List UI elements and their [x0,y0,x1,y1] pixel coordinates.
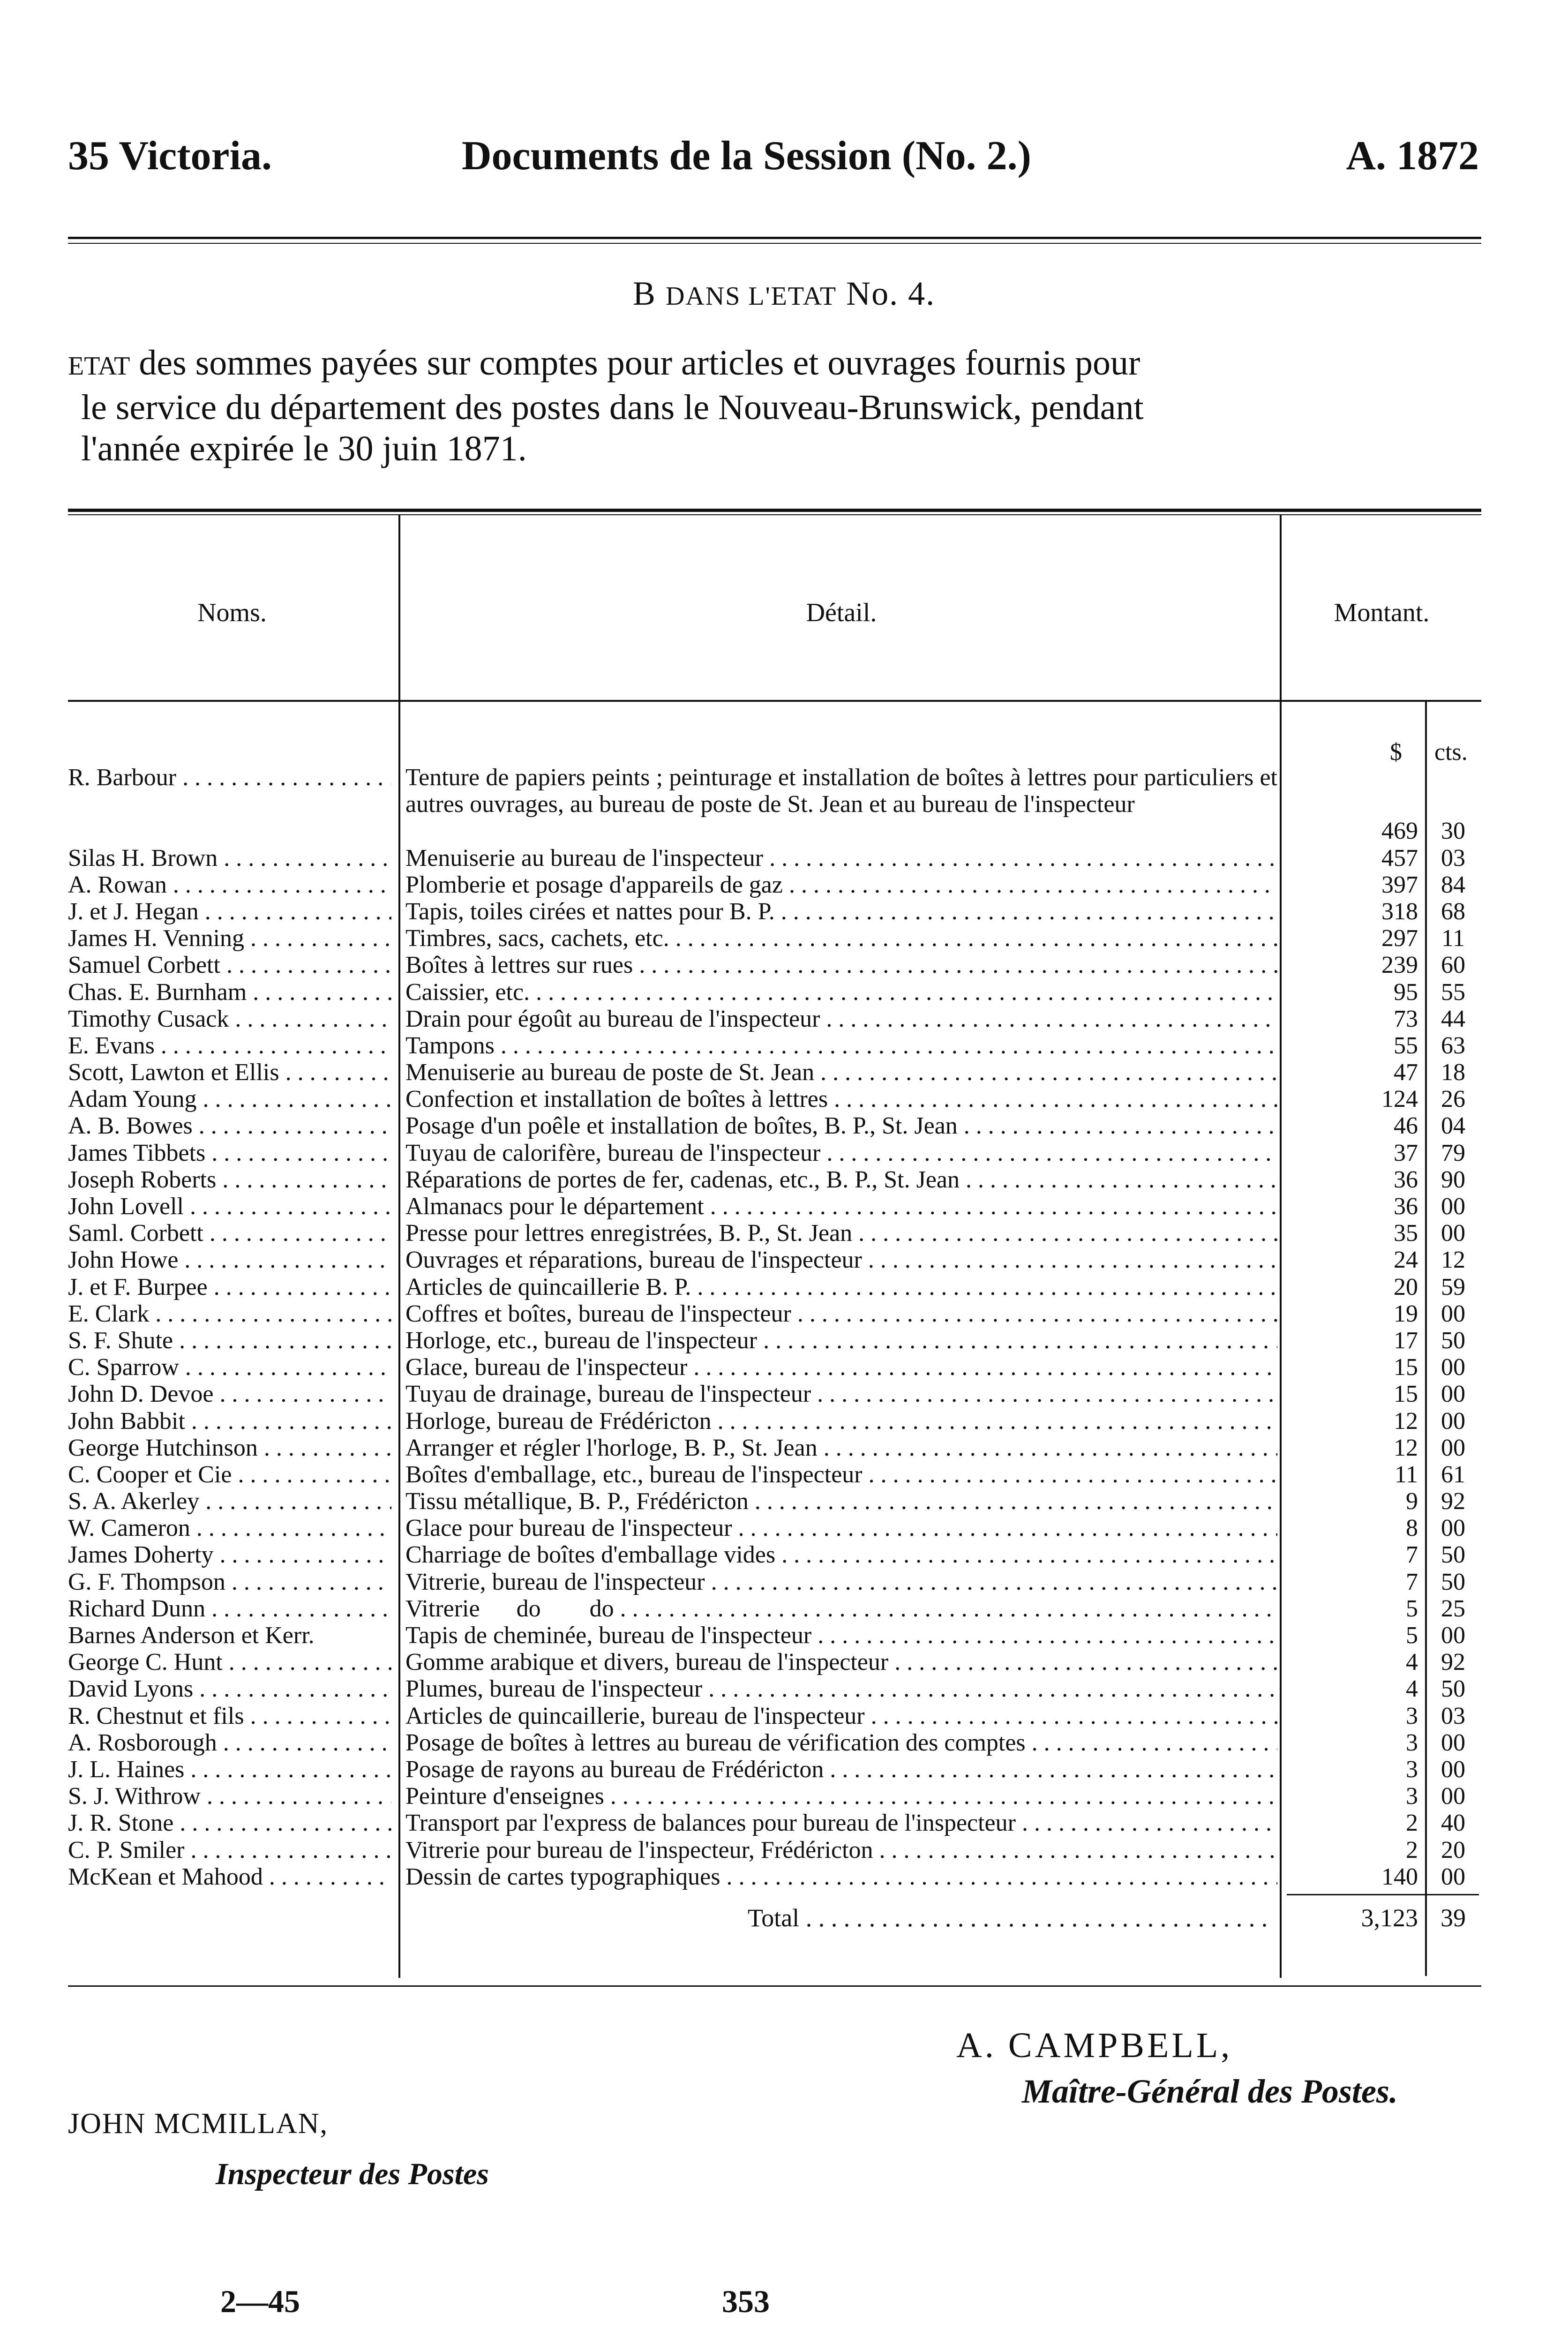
row-cents: 00 [1441,1756,1465,1783]
row-cents: 59 [1441,1273,1465,1300]
intro-line-3: l'année expirée le 30 juin 1871. [81,429,527,468]
row-cents: 68 [1441,898,1465,925]
row-dollars: 36 [1394,1166,1418,1193]
column-header-detail: Détail. [806,598,877,627]
row-cents: 00 [1441,1354,1465,1381]
table-row [68,1112,1481,1139]
row-detail: Tampons . . . [405,1032,1277,1059]
row-cents: 92 [1441,1649,1465,1676]
row-cents: 00 [1441,1220,1465,1247]
row-dollars: 12 [1394,1434,1418,1461]
row-name: James Doherty . . . [68,1541,391,1568]
row-detail: Vitrerie do do . . . [405,1595,1277,1622]
row-detail: Horloge, bureau de Frédéricton . . . [405,1408,1277,1435]
row-detail: Boîtes d'emballage, etc., bureau de l'inspecteur . . . [405,1461,1277,1488]
row-detail: Tuyau de calorifère, bureau de l'inspecteur . . . [405,1140,1277,1166]
table-body [68,764,1481,1890]
row-cents: 50 [1441,1675,1465,1703]
row-cents: 00 [1441,1381,1465,1408]
table-row [68,1729,1481,1756]
row-dollars: 46 [1394,1112,1418,1140]
row-detail: Tuyau de drainage, bureau de l'inspecteur . . . [405,1381,1277,1407]
row-name: John Howe . . . [68,1247,391,1273]
row-cents: 00 [1441,1407,1465,1435]
row-dollars: 3 [1406,1702,1418,1729]
total-dollars: 3,123 [1361,1904,1418,1932]
row-cents: 50 [1441,1327,1465,1354]
row-name: David Lyons . . . [68,1675,391,1702]
row-name: G. F. Thompson . . . [68,1569,391,1595]
row-detail: Plomberie et posage d'appareils de gaz . . . [405,871,1277,898]
table-row [68,1006,1481,1032]
payments-table [68,509,1481,1990]
row-name: C. P. Smiler . . . [68,1837,391,1863]
row-dollars: 19 [1394,1300,1418,1327]
row-detail: Confection et installation de boîtes à lettres . . . [405,1086,1277,1112]
signature-campbell-name: A. CAMPBELL, [956,2026,1233,2065]
row-name: J. L. Haines . . . [68,1756,391,1783]
row-detail: Peinture d'enseignes . . . [405,1783,1277,1810]
row-detail: Tapis, toiles cirées et nattes pour B. P. . . . [405,898,1277,925]
header-bottom-rule [68,700,1481,702]
footer-signature-mark: 2—45 [220,2284,300,2319]
table-row [68,1086,1481,1112]
row-cents: 26 [1441,1086,1465,1113]
table-row [68,1140,1481,1166]
row-cents: 12 [1441,1247,1465,1274]
row-cents: 25 [1441,1595,1465,1622]
table-row [68,1569,1481,1595]
total-cents: 39 [1440,1904,1466,1932]
row-detail: Posage d'un poêle et installation de boîtes, B. P., St. Jean . . . [405,1112,1277,1139]
row-name: George C. Hunt . . . [68,1649,391,1675]
row-detail: Dessin de cartes typographiques . . . [405,1863,1277,1890]
table-row [68,871,1481,898]
row-cents: 90 [1441,1166,1465,1193]
row-detail: Arranger et régler l'horloge, B. P., St. Jean . . . [405,1435,1277,1461]
row-name: Adam Young . . . [68,1086,391,1112]
row-name: Richard Dunn . . . [68,1595,391,1622]
row-dollars: 318 [1381,898,1418,925]
table-row [68,845,1481,871]
table-row [68,1300,1481,1327]
page-number: 353 [722,2284,770,2319]
row-detail: Réparations de portes de fer, cadenas, etc., B. P., St. Jean . . . [405,1166,1277,1193]
row-cents: 40 [1441,1810,1465,1837]
row-dollars: 47 [1394,1059,1418,1086]
row-name: George Hutchinson . . . [68,1435,391,1461]
row-name: A. Rosborough . . . [68,1729,391,1756]
table-row [68,1193,1481,1220]
table-row [68,1435,1481,1461]
row-name: S. F. Shute . . . [68,1327,391,1354]
row-cents: 18 [1441,1059,1465,1086]
row-dollars: 124 [1381,1086,1418,1113]
row-name: E. Evans . . . [68,1032,391,1059]
table-row [68,1247,1481,1273]
row-detail: Coffres et boîtes, bureau de l'inspecteur . . . [405,1300,1277,1327]
table-row [68,952,1481,978]
row-dollars: 35 [1394,1220,1418,1247]
row-name: W. Cameron . . . [68,1515,391,1541]
row-dollars: 8 [1406,1515,1418,1542]
total-rule [1287,1894,1479,1895]
row-cents: 79 [1441,1139,1465,1166]
row-detail: Plumes, bureau de l'inspecteur . . . [405,1675,1277,1702]
row-name: Barnes Anderson et Kerr. [68,1622,315,1649]
row-detail: Articles de quincaillerie, bureau de l'inspecteur . . . [405,1703,1277,1729]
row-detail: Gomme arabique et divers, bureau de l'inspecteur . . . [405,1649,1277,1675]
row-cents: 50 [1441,1568,1465,1595]
table-row [68,925,1481,952]
row-detail: Boîtes à lettres sur rues . . . [405,952,1277,978]
table-row [68,1381,1481,1407]
signature-mcmillan-name: JOHN MCMILLAN, [68,2108,328,2140]
row-dollars: 17 [1394,1327,1418,1354]
row-detail: Drain pour égoût au bureau de l'inspecteur . . . [405,1006,1277,1032]
table-row [68,1220,1481,1247]
table-row [68,1595,1481,1622]
row-cents: 60 [1441,952,1465,979]
row-detail: Presse pour lettres enregistrées, B. P., St. Jean . . . [405,1220,1277,1247]
header-rule [68,237,1481,239]
row-detail: Transport par l'express de balances pour bureau de l'inspecteur . . . [405,1810,1277,1836]
intro-line-2: le service du département des postes dans le Nouveau-Brunswick, pendant [81,388,1144,427]
row-name: J. et F. Burpee . . . [68,1274,391,1300]
row-cents: 00 [1441,1434,1465,1461]
table-row [68,1488,1481,1515]
table-row [68,898,1481,925]
row-name: Timothy Cusack . . . [68,1006,391,1032]
row-dollars: 4 [1406,1675,1418,1703]
table-row [68,1622,1481,1649]
table-row [68,1756,1481,1783]
row-dollars: 3 [1406,1783,1418,1810]
table-row [68,1515,1481,1541]
row-dollars: 469 [1381,818,1418,844]
row-dollars: 15 [1394,1381,1418,1408]
table-row [68,1703,1481,1729]
subtitle-text: DANS L'ETAT [665,282,837,311]
table-row [68,1810,1481,1836]
row-cents: 00 [1441,1300,1465,1327]
row-cents: 00 [1441,1729,1465,1756]
row-detail: Articles de quincaillerie B. P. . . . [405,1274,1277,1300]
row-dollars: 15 [1394,1354,1418,1381]
table-row [68,1059,1481,1086]
row-dollars: 297 [1381,925,1418,952]
table-row [68,1354,1481,1381]
row-dollars: 239 [1381,952,1418,979]
unit-cents: cts. [1434,739,1468,766]
row-cents: 03 [1441,1702,1465,1729]
row-detail: Timbres, sacs, cachets, etc. . . . [405,925,1277,952]
table-row [68,1461,1481,1488]
row-dollars: 457 [1381,844,1418,871]
row-name: John Lovell . . . [68,1193,391,1220]
row-detail: Vitrerie pour bureau de l'inspecteur, Frédéricton . . . [405,1837,1277,1863]
column-header-montant: Montant. [1334,598,1430,627]
row-detail: Charriage de boîtes d'emballage vides . . . [405,1541,1277,1568]
row-name: R. Barbour . . . [68,764,391,791]
table-top-rule [68,509,1481,512]
row-cents: 00 [1441,1622,1465,1649]
row-dollars: 20 [1394,1273,1418,1300]
row-dollars: 9 [1406,1488,1418,1515]
row-cents: 20 [1441,1836,1465,1863]
row-detail: Caissier, etc. . . . [405,979,1277,1006]
table-row [68,1863,1481,1890]
row-name: Samuel Corbett . . . [68,952,391,978]
row-cents: 03 [1441,844,1465,871]
row-dollars: 95 [1394,978,1418,1006]
row-name: James Tibbets . . . [68,1140,391,1166]
row-dollars: 4 [1406,1649,1418,1676]
unit-dollar: $ [1390,739,1402,766]
row-cents: 00 [1441,1193,1465,1220]
row-cents: 30 [1441,818,1465,844]
subtitle [0,274,1568,313]
row-detail: Menuiserie au bureau de l'inspecteur . . . [405,845,1277,871]
row-name: John D. Devoe . . . [68,1381,391,1407]
running-head [68,132,1479,184]
table-row [68,1675,1481,1702]
row-dollars: 55 [1394,1032,1418,1059]
row-name: J. et J. Hegan . . . [68,898,391,925]
row-dollars: 73 [1394,1005,1418,1032]
row-cents: 61 [1441,1461,1465,1488]
row-dollars: 12 [1394,1407,1418,1435]
row-dollars: 3 [1406,1756,1418,1783]
row-dollars: 140 [1381,1863,1418,1890]
row-name: A. B. Bowes . . . [68,1112,391,1139]
row-cents: 84 [1441,871,1465,898]
row-name: Joseph Roberts . . . [68,1166,391,1193]
row-cents: 00 [1441,1863,1465,1890]
table-row [68,1327,1481,1354]
running-head-left: 35 Victoria. [68,133,272,179]
table-row [68,1166,1481,1193]
table-row [68,1541,1481,1568]
row-name: A. Rowan . . . [68,871,391,898]
row-name: J. R. Stone . . . [68,1810,391,1836]
row-detail: Tapis de cheminée, bureau de l'inspecteur . . . [405,1622,1277,1649]
row-detail: Menuiserie au bureau de poste de St. Jean . . . [405,1059,1277,1086]
intro-etat: ETAT [68,352,130,381]
row-detail: Tissu métallique, B. P., Frédéricton . . . [405,1488,1277,1515]
row-detail: Glace pour bureau de l'inspecteur . . . [405,1515,1277,1541]
row-detail: Posage de rayons au bureau de Frédéricton . . . [405,1756,1277,1783]
table-row [68,979,1481,1006]
row-cents: 00 [1441,1783,1465,1810]
row-name: Chas. E. Burnham . . . [68,979,391,1006]
row-detail: Ouvrages et réparations, bureau de l'inspecteur . . . [405,1247,1277,1273]
table-row [68,1783,1481,1810]
row-name: Silas H. Brown . . . [68,845,391,871]
row-dollars: 5 [1406,1595,1418,1622]
table-row [68,1837,1481,1863]
row-name: S. A. Akerley . . . [68,1488,391,1515]
row-cents: 44 [1441,1005,1465,1032]
table-row [68,1032,1481,1059]
subtitle-number: No. 4. [846,275,936,312]
row-cents: 55 [1441,978,1465,1006]
row-dollars: 397 [1381,871,1418,898]
row-dollars: 37 [1394,1139,1418,1166]
table-row [68,1649,1481,1675]
row-dollars: 24 [1394,1247,1418,1274]
row-dollars: 2 [1406,1836,1418,1863]
row-cents: 92 [1441,1488,1465,1515]
total-row [68,1903,1481,1936]
row-dollars: 7 [1406,1568,1418,1595]
row-name: R. Chestnut et fils . . . [68,1703,391,1729]
row-name: John Babbit . . . [68,1408,391,1435]
row-dollars: 11 [1394,1461,1418,1488]
table-row [68,764,1481,845]
table-row [68,1408,1481,1435]
subtitle-letter: B [632,275,656,312]
row-dollars: 36 [1394,1193,1418,1220]
table-bottom-rule [68,1985,1481,1987]
intro-paragraph [68,342,1481,469]
row-dollars: 3 [1406,1729,1418,1756]
row-cents: 11 [1441,925,1465,952]
table-row [68,1274,1481,1300]
table-top-rule-thin [68,514,1481,515]
row-name: C. Sparrow . . . [68,1354,391,1381]
header-rule-thin [68,243,1481,244]
intro-line-1: des sommes payées sur comptes pour articles et ouvrages fournis pour [139,343,1140,383]
total-label: Total . . . [748,1903,1273,1932]
row-detail: Glace, bureau de l'inspecteur . . . [405,1354,1277,1381]
row-detail: Posage de boîtes à lettres au bureau de vérification des comptes . . . [405,1729,1277,1756]
row-name: C. Cooper et Cie . . . [68,1461,391,1488]
row-cents: 04 [1441,1112,1465,1140]
row-name: Saml. Corbett . . . [68,1220,391,1247]
signature-campbell-title: Maître-Général des Postes. [1022,2073,1398,2110]
running-head-center: Documents de la Session (No. 2.) [462,133,1031,179]
row-detail: Tenture de papiers peints ; peinturage et installation de boîtes à lettres pour particuliers et autres ouvrages, au bureau de poste de St. Jean et au bureau de l'inspecteur [405,764,1277,818]
row-dollars: 5 [1406,1622,1418,1649]
row-cents: 50 [1441,1541,1465,1569]
row-detail: Horloge, etc., bureau de l'inspecteur . . . [405,1327,1277,1354]
row-name: McKean et Mahood . . . [68,1863,391,1890]
row-name: James H. Venning . . . [68,925,391,952]
signature-mcmillan-title: Inspecteur des Postes [216,2157,489,2191]
row-detail: Vitrerie, bureau de l'inspecteur . . . [405,1569,1277,1595]
row-dollars: 7 [1406,1541,1418,1569]
row-cents: 00 [1441,1515,1465,1542]
row-detail: Almanacs pour le département . . . [405,1193,1277,1220]
running-head-right: A. 1872 [1346,133,1479,179]
column-header-noms: Noms. [197,598,267,627]
row-dollars: 2 [1406,1810,1418,1837]
row-name: E. Clark . . . [68,1300,391,1327]
row-name: Scott, Lawton et Ellis . . . [68,1059,391,1086]
row-cents: 63 [1441,1032,1465,1059]
row-name: S. J. Withrow . . . [68,1783,391,1810]
